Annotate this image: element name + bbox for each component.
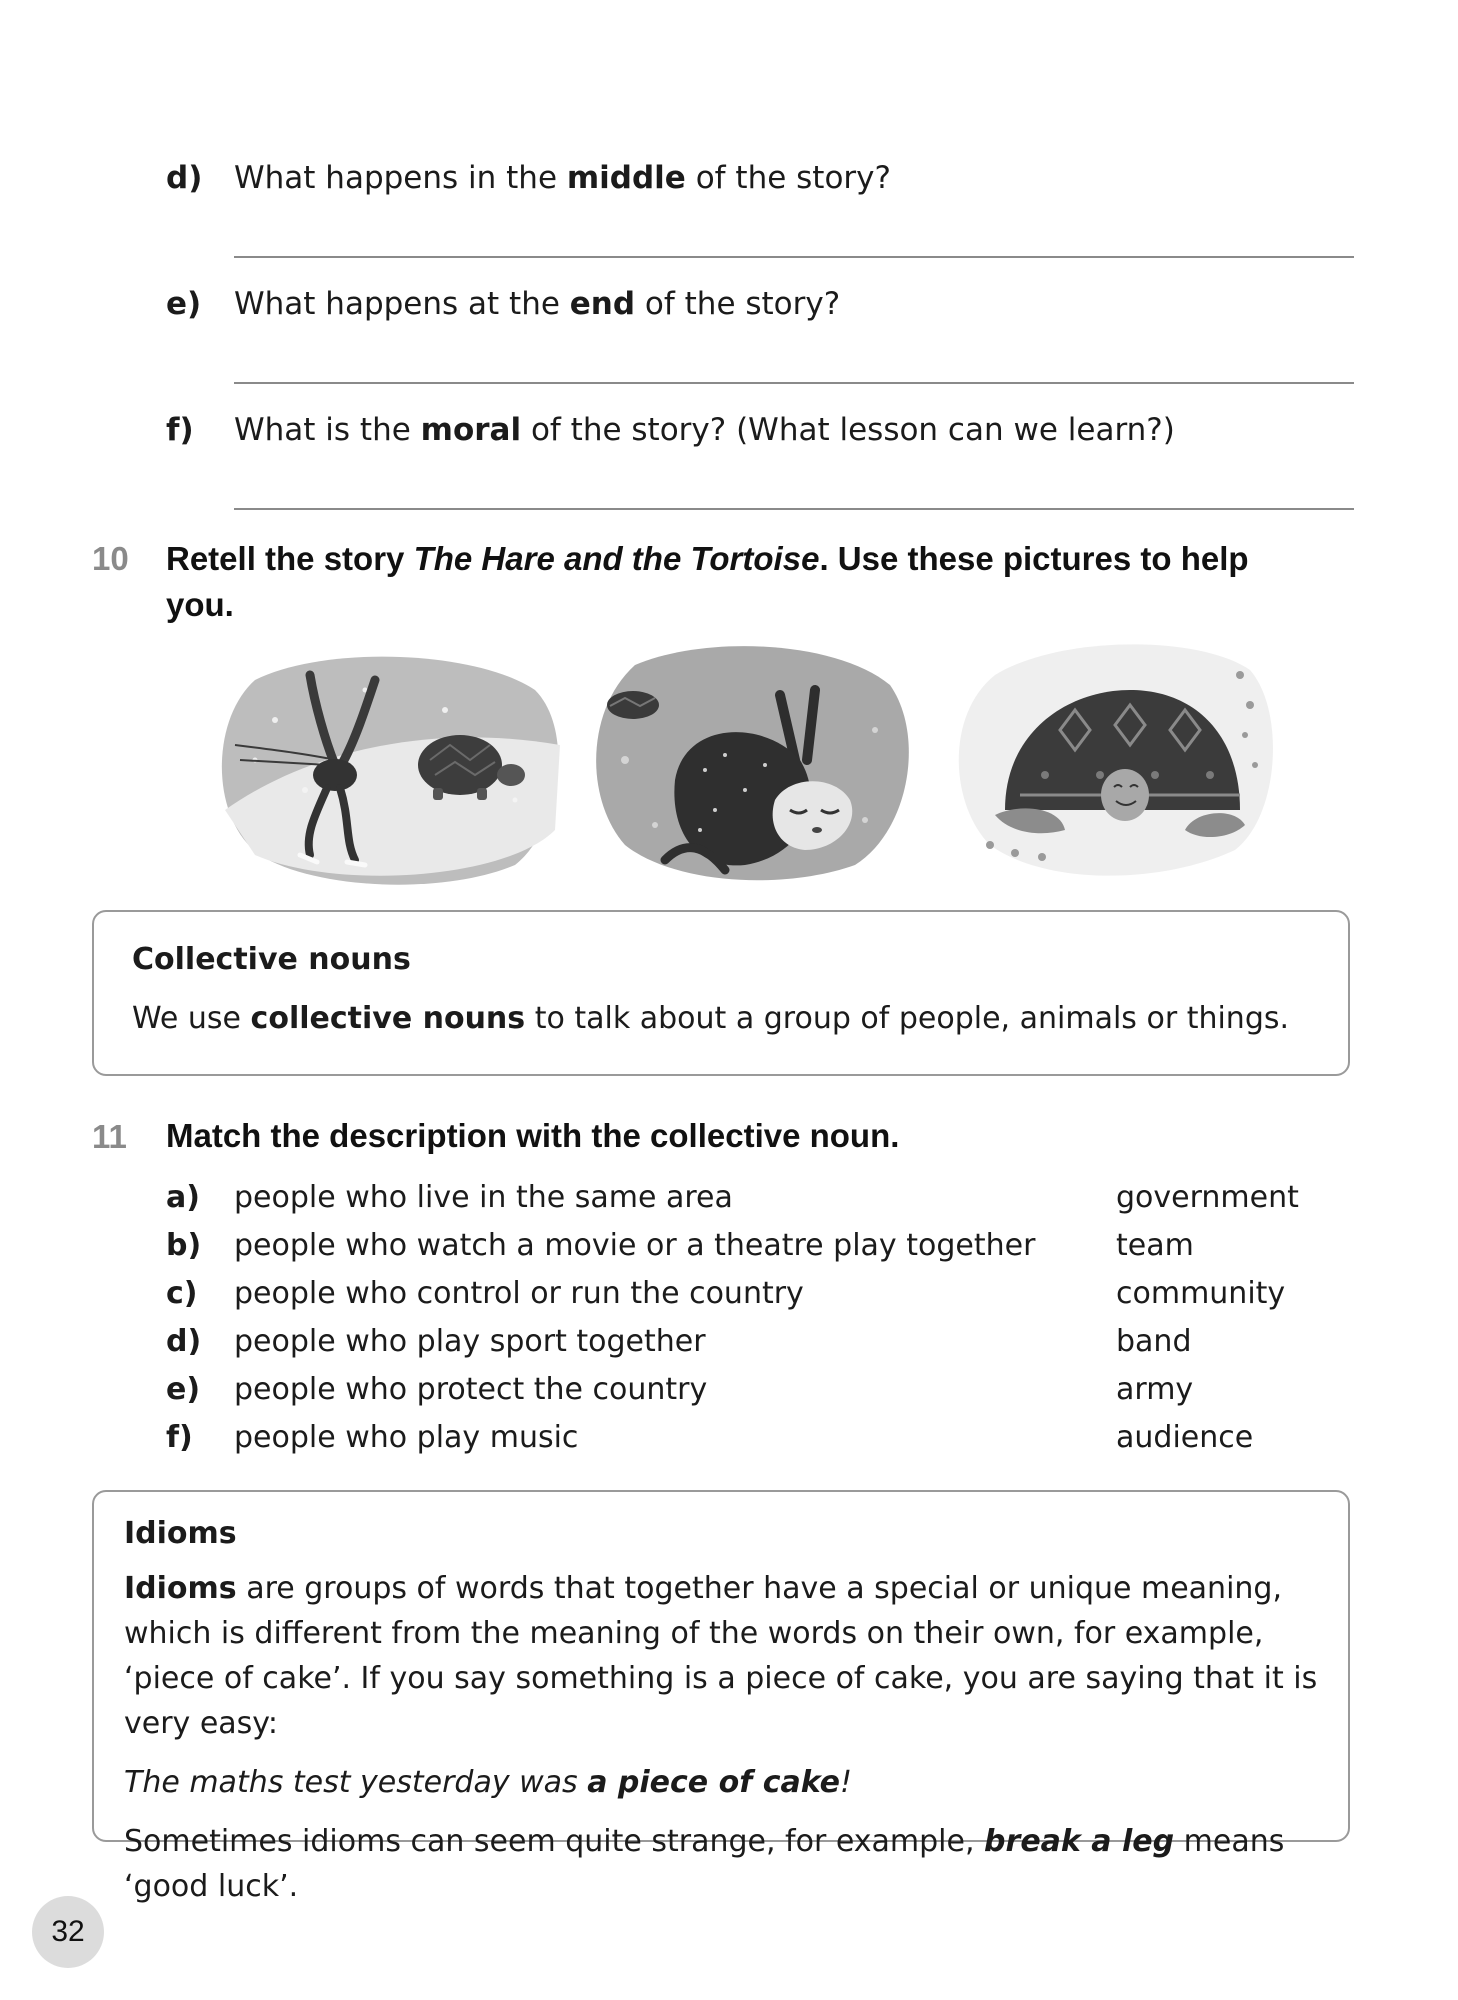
match-noun: government	[1116, 1180, 1299, 1215]
match-row: c) people who control or run the country community	[166, 1270, 1366, 1318]
task-number: 10	[92, 540, 129, 577]
question-letter: e)	[166, 286, 202, 322]
match-row: f) people who play music audience	[166, 1414, 1366, 1462]
match-description: people who control or run the country	[234, 1276, 804, 1311]
idioms-example: The maths test yesterday was a piece of cake!	[124, 1765, 852, 1800]
question-letter: f)	[166, 412, 194, 448]
match-noun: community	[1116, 1276, 1286, 1311]
task-10-heading: Retell the story The Hare and the Tortoise. Use these pictures to help you.	[166, 540, 1249, 623]
answer-line-f[interactable]	[234, 508, 1354, 510]
hare-running-illustration	[215, 650, 565, 885]
idioms-note: Sometimes idioms can seem quite strange, for example, break a leg means ‘good luck’.	[124, 1824, 1285, 1904]
answer-line-d[interactable]	[234, 256, 1354, 258]
match-row: d) people who play sport together band	[166, 1318, 1366, 1366]
match-noun: band	[1116, 1324, 1192, 1359]
box-text: We use collective nouns to talk about a group of people, animals or things.	[132, 1001, 1290, 1036]
match-noun: army	[1116, 1372, 1194, 1407]
match-row: b) people who watch a movie or a theatre play together team	[166, 1222, 1366, 1270]
match-noun: audience	[1116, 1420, 1254, 1455]
match-description: people who play music	[234, 1420, 579, 1455]
idioms-definition: Idioms are groups of words that together have a special or unique meaning, which is different from the meaning of the words on their own, for example, ‘piece of cake’. If you say something is a piece of cake, you are saying that it is very easy:	[124, 1571, 1318, 1741]
match-description: people who live in the same area	[234, 1180, 733, 1215]
match-row: a) people who live in the same area government	[166, 1174, 1366, 1222]
question-d: d) What happens in the middle of the story?	[166, 160, 891, 196]
match-noun: team	[1116, 1228, 1194, 1263]
match-description: people who play sport together	[234, 1324, 706, 1359]
match-row: e) people who protect the country army	[166, 1366, 1366, 1414]
box-title: Collective nouns	[132, 942, 411, 977]
task-number: 11	[92, 1118, 127, 1155]
tortoise-finish-illustration	[950, 635, 1290, 885]
page-number: 32	[32, 1896, 104, 1968]
question-e: e) What happens at the end of the story?	[166, 286, 841, 322]
story-pictures	[210, 640, 1310, 900]
match-description: people who watch a movie or a theatre play together	[234, 1228, 1036, 1263]
question-letter: d)	[166, 160, 203, 196]
collective-nouns-box	[92, 910, 1350, 1076]
question-f: f) What is the moral of the story? (What lesson can we learn?)	[166, 412, 1175, 448]
task-11-heading: Match the description with the collective noun.	[166, 1117, 900, 1154]
box-title: Idioms	[124, 1516, 237, 1551]
match-description: people who protect the country	[234, 1372, 708, 1407]
idioms-box	[92, 1490, 1350, 1904]
answer-line-e[interactable]	[234, 382, 1354, 384]
hare-sleeping-illustration	[585, 640, 915, 885]
